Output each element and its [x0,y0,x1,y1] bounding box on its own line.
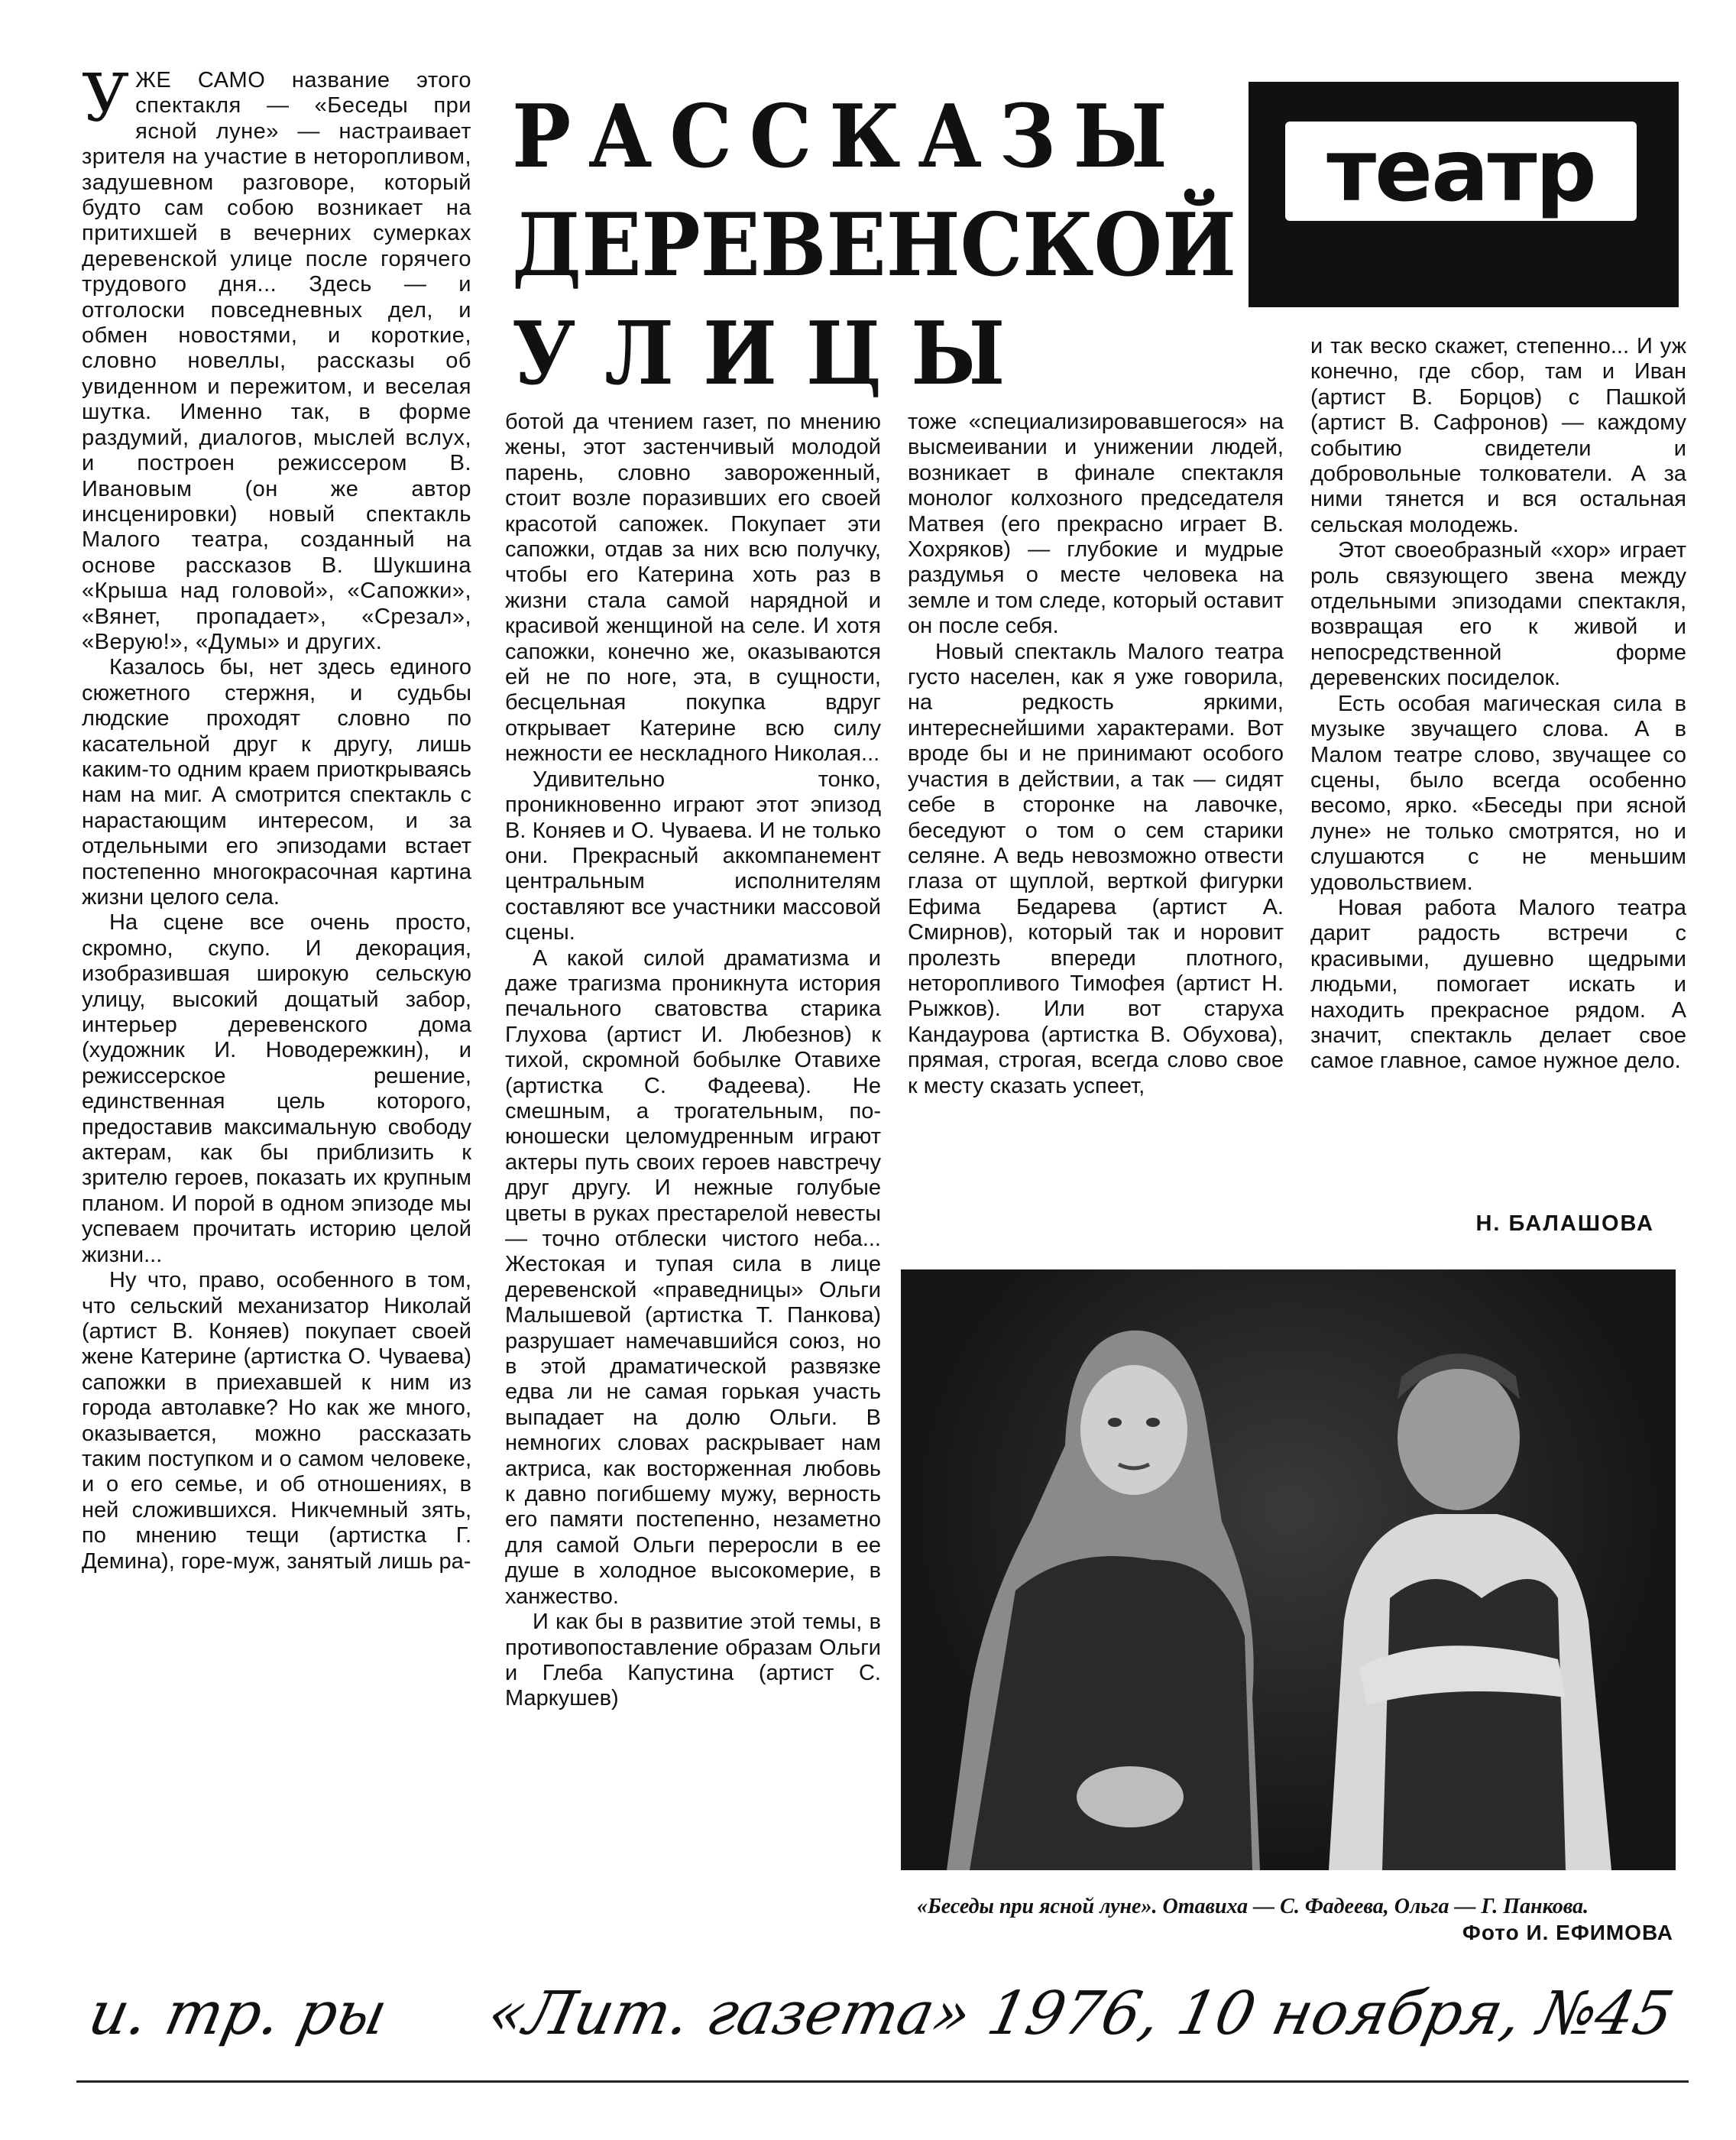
paragraph: УЖЕ САМО название этого спектакля — «Беседы при ясной луне» — настраивает зрителя на участие в неторопливом, задушевном разговоре, который будто сам собою возникает на притихшей в вечерних сумерках деревенской улице после горячего трудового дня... Здесь — и отголоски повседневных дел, и обмен новостями, и короткие, словно новеллы, рассказы об увиденном и пережитом, и веселая шутка. Именно так, в форме раздумий, диалогов, мыслей вслух, и построен режиссером В. Ивановым (он же автор инсценировки) новый спектакль Малого театра, созданный на основе рассказов В. Шукшина «Крыша над головой», «Сапожки», «Вянет, пропадает», «Срезал», «Верую!», «Думы» и других. [82,68,471,654]
paragraph: Казалось бы, нет здесь единого сюжетного стержня, и судьбы людские проходят словно по касательной друг к другу, лишь каким-то одним краем приоткрываясь нам на миг. А смотрится спектакль с нарастающим интересом, и за отдельными его эпизодами встает постепенно многокрасочная картина жизни целого села. [82,655,471,909]
headline [512,83,1236,408]
stage-photo [901,1269,1676,1870]
headline-line-1: РАССКАЗЫ [512,86,1185,188]
headline-line-3: УЛИЦЫ [512,303,1035,405]
paragraph: А какой силой драматизма и даже трагизма проникнута история печального сватовства старика Глухова (артист И. Любезнов) к тихой, скромной бобылке Отавихе (артистка С. Фадеева). Не смешным, а трогательным, по-юношески целомудренным играют актеры путь своих героев навстречу друг другу. И нежные голубые цветы в руках престарелой невесты — точно отблески чистого неба... Жестокая и тупая сила в лице деревенской «праведницы» Ольги Малышевой (артистка Т. Панкова) разрушает намечавшийся союз, но в этой драматической развязке едва ли не самая горькая участь выпадает на долю Ольги. В немногих словах раскрывает нам актриса, как восторженная любовь к давно погибшему мужу, верность его памяти постепенно, незаметно для самой Ольги переросли в ее душе в холодное высокомерие, в ханжество. [505,945,881,1609]
paragraph: Новый спектакль Малого театра густо населен, как я уже говорила, на редкость яркими, интереснейшими характерами. Вот вроде бы и не принимают особого участия в действии, а так — сидят себе в сторонке на лавочке, беседуют о том о сем старики селяне. А ведь невозможно отвести глаза от щуплой, верткой фигурки Ефима Бедарева (артист А. Смирнов), который так и норовит пролезть впереди плотного, неторопливого Тимофея (артист Н. Рыжков). Или вот старуха Кандаурова (артистка В. Обухова), прямая, строгая, всегда слово свое к месту сказать успеет, [908,639,1284,1098]
photo-credit: Фото И. ЕФИМОВА [1462,1921,1673,1944]
paragraph: Новая работа Малого театра дарит радость встречи с красивыми, душевно щедрыми людьми, помогает искать и находить прекрасное рядом. А значит, спектакль делает свое самое главное, самое нужное дело. [1310,895,1686,1074]
article-column-4 [1310,334,1686,1205]
article-column-2 [505,410,881,1915]
article-column-3 [908,410,1284,1247]
paragraph: Удивительно тонко, проникновенно играют этот эпизод В. Коняев и О. Чуваева. И не только они. Прекрасный аккомпанемент центральным исполнителям составляют все участники массовой сцены. [505,767,881,945]
headline-line-2: ДЕРЕВЕНСКОЙ [512,194,1236,297]
paragraph: и так веско скажет, степенно... И уж конечно, где сбор, там и Иван (артист В. Борцов) с Пашкой (артист В. Сафронов) — каждому событию свидетели и добровольные толкователи. А за ними тянется и вся остальная сельская молодежь. [1310,334,1686,537]
rubric-logo [1249,82,1679,307]
paragraph: Ну что, право, особенного в том, что сельский механизатор Николай (артист В. Коняев) покупает своей жене Катерине (артистка О. Чуваева) сапожки в приехавшей к ним из города автолавке? Но как же много, оказывается, можно рассказать таким поступком и о самом человеке, и о его семье, и об отношениях, в ней сложившихся. Никчемный зять, по мнению тещи (артистка Г. Демина), горе-муж, занятый лишь ра- [82,1268,471,1574]
drop-cap: У [82,68,130,137]
photo-image [901,1269,1676,1870]
cut-line [76,2080,1689,2083]
caption-text: «Беседы при ясной луне». Отавиха — С. Фадеева, Ольга — Г. Панкова. [917,1895,1589,1918]
handwritten-source-note: «Лит. газета» 1976, 10 ноября, №45 [481,1979,1679,2048]
paragraph: На сцене все очень просто, скромно, скупо. И декорация, изобразившая широкую сельскую улицу, высокий дощатый забор, интерьер деревенского дома (художник И. Новодережкин), и режиссерское решение, единственная цель которого, предоставив максимальную свободу актерам, как бы приблизить к зрителю героев, показать их крупным планом. И порой в одном эпизоде мы успеваем прочитать историю целой жизни... [82,910,471,1267]
article-column-1 [82,68,471,1956]
rubric-label: театр [1326,122,1595,221]
photo-caption [917,1894,1673,1946]
paragraph: Этот своеобразный «хор» играет роль связующего звена между отдельными эпизодами спектакля, возвращая его к живой и непосредственной форме деревенских посиделок. [1310,538,1686,691]
paragraph: И как бы в развитие этой темы, в противопоставление образам Ольги и Глеба Капустина (артист С. Маркушев) [505,1610,881,1711]
paragraph: Есть особая магическая сила в музыке звучащего слова. А в Малом театре слово, звучащее со сцены, было всегда особенно весомо, ярко. «Беседы при ясной луне» не только смотрятся, но и слушаются с не меньшим удовольствием. [1310,691,1686,895]
paragraph: ботой да чтением газет, по мнению жены, этот застенчивый молодой парень, словно завороженный, стоит возле поразивших его своей красотой сапожек. Покупает эти сапожки, отдав за них всю получку, чтобы его Катерина хоть раз в жизни стала самой нарядной и красивой женщиной на селе. И хотя сапожки, конечно же, оказываются ей не по ноге, эта, в сущности, бесцельная покупка вдруг открывает Катерине всю силу нежности ее нескладного Николая... [505,410,881,767]
paragraph: тоже «специализировавшегося» на высмеивании и унижении людей, возникает в финале спектакля монолог колхозного председателя Матвея (его прекрасно играет В. Хохряков) — глубокие и мудрые раздумья о месте человека на земле и том следе, который оставит он после себя. [908,410,1284,639]
author-byline: Н. БАЛАШОВА [1475,1211,1654,1236]
handwritten-note-left: и. тр. ры [83,1979,394,2048]
